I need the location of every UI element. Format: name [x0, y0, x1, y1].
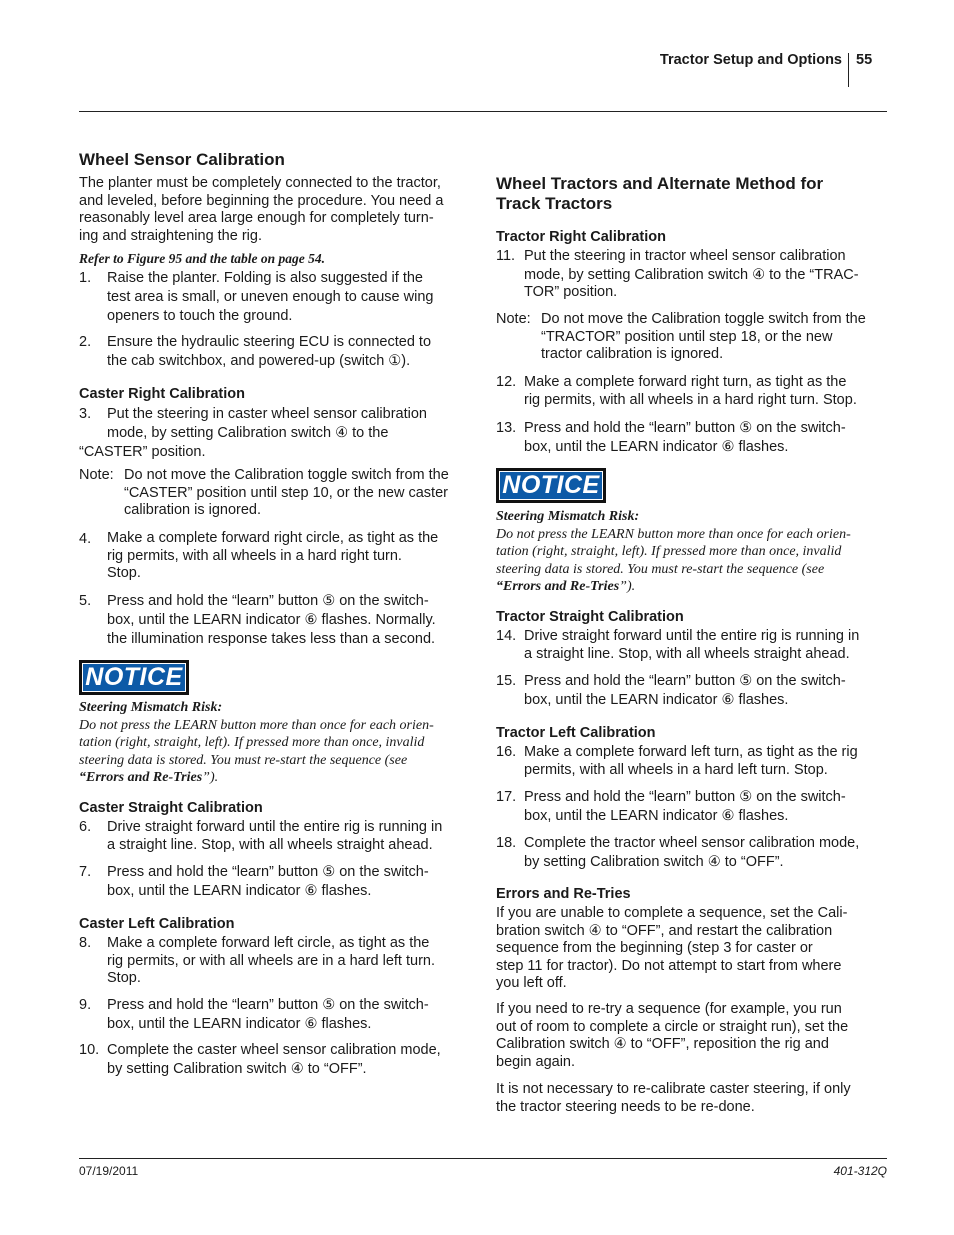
- errors-paragraph-3: It is not necessary to re-calibrate caster steering, if only the tractor steering needs to be re-done.: [496, 1081, 851, 1115]
- warning-block: Steering Mismatch Risk: Do not press the LEARN button more than once for each orien- tation (right, straight, left). If pressed more than once, invalid steering data is stored. You must re-start the sequence (see “Errors and Re-Tries”).: [496, 509, 851, 594]
- heading-wheel-sensor-calibration: Wheel Sensor Calibration: [79, 150, 285, 169]
- footer-date: 07/19/2011: [79, 1164, 139, 1178]
- warning-block: Steering Mismatch Risk: Do not press the LEARN button more than once for each orien- tation (right, straight, left). If pressed more than once, invalid steering data is stored. You must re-start the sequence (see “Errors and Re-Tries”).: [79, 700, 434, 785]
- heading-tractor-straight: Tractor Straight Calibration: [496, 609, 684, 625]
- errors-paragraph-1: If you are unable to complete a sequence, set the Cali- bration switch ④ to “OFF”, and restart the calibration sequence from the beginning (step 3 for caster or step 11 for tractor). Do not attempt to start from where you left off.: [496, 905, 848, 991]
- notice-badge: NOTICE: [496, 468, 606, 503]
- page-header: [0, 0, 954, 112]
- heading-caster-left: Caster Left Calibration: [79, 916, 235, 932]
- notice-badge: NOTICE: [79, 660, 189, 695]
- heading-tractor-left: Tractor Left Calibration: [496, 725, 656, 741]
- header-divider: [848, 53, 849, 87]
- heading-errors-retries: Errors and Re-Tries: [496, 886, 631, 902]
- header-rule: [79, 111, 887, 112]
- page-number: 55: [856, 52, 873, 68]
- heading-wheel-tractors: Wheel Tractors and Alternate Method for Track Tractors: [496, 174, 824, 213]
- errors-paragraph-2: If you need to re-try a sequence (for example, you run out of room to complete a circle or straight run), set the Calibration switch ④ to “OFF”, reposition the rig and begin again.: [496, 1001, 849, 1070]
- heading-caster-straight: Caster Straight Calibration: [79, 800, 263, 816]
- footer-doc-number: 401-312Q: [833, 1164, 887, 1178]
- section-title: Tractor Setup and Options: [659, 52, 842, 68]
- heading-tractor-right: Tractor Right Calibration: [496, 229, 666, 245]
- intro-paragraph: The planter must be completely connected to the tractor, and leveled, before beginning the procedure. You need a reasonably level area large enough for completely turn- ing and straightening the rig.: [79, 175, 444, 244]
- heading-caster-right: Caster Right Calibration: [79, 386, 245, 402]
- figure-reference: Refer to Figure 95 and the table on page 54.: [79, 251, 325, 266]
- footer-rule: [79, 1158, 887, 1159]
